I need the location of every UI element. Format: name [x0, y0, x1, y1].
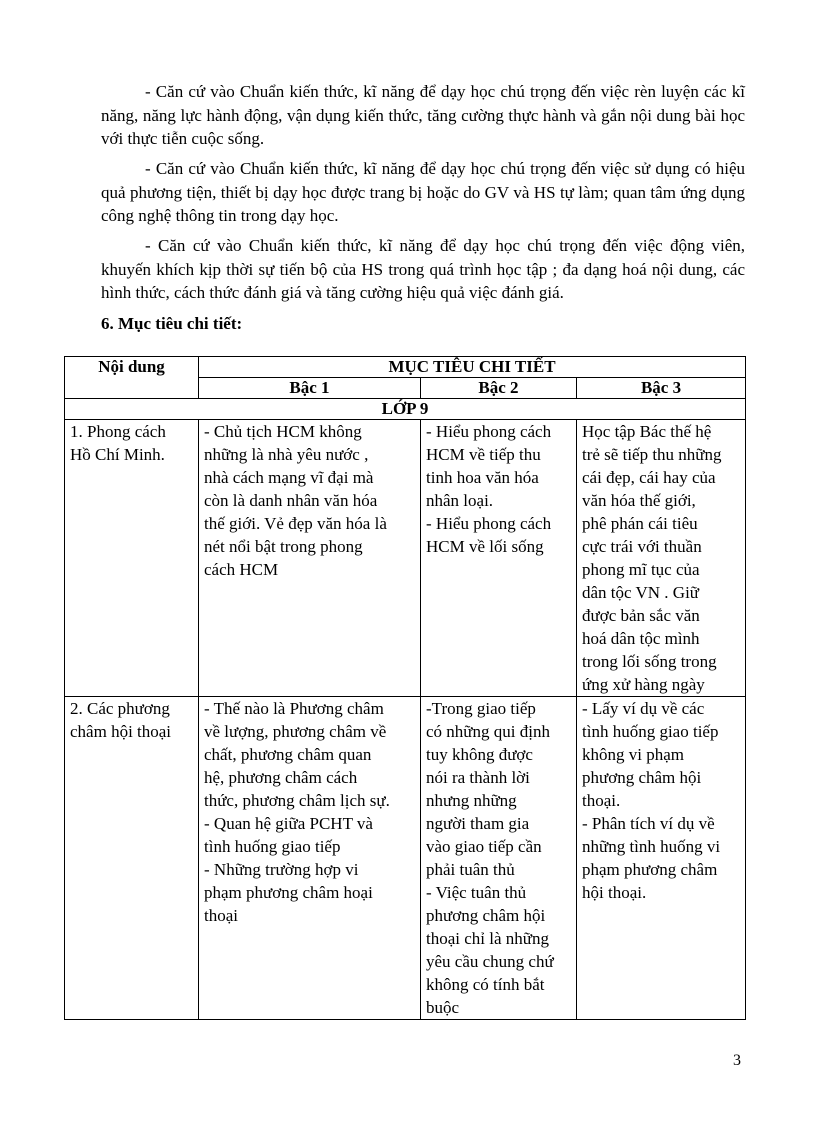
page-number: 3 [733, 1052, 741, 1069]
row1-topic: 1. Phong cách Hồ Chí Minh. [65, 420, 199, 697]
table-row [65, 420, 746, 697]
paragraph-2: - Căn cứ vào Chuẩn kiến thức, kĩ năng để dạy học chú trọng đến việc sử dụng có hiệu quả phương tiện, thiết bị dạy học được trang bị hoặc do GV và HS tự làm; quan tâm ứng dụng công nghệ thông tin trong dạy học. [101, 159, 745, 225]
header-goals: MỤC TIÊU CHI TIẾT [199, 357, 746, 378]
paragraph-3: - Căn cứ vào Chuẩn kiến thức, kĩ năng để dạy học chú trọng đến việc động viên, khuyến khích kịp thời sự tiến bộ của HS trong quá trình học tập ; đa dạng hoá nội dung, các hình thức, cách thức đánh giá và tăng cường hiệu quả việc đánh giá. [101, 236, 745, 302]
header-level-1: Bậc 1 [199, 378, 421, 399]
table-row [65, 697, 746, 1020]
grade-row: LỚP 9 [65, 399, 746, 420]
row2-topic: 2. Các phương châm hội thoại [65, 697, 199, 1020]
header-level-3: Bậc 3 [577, 378, 746, 399]
row1-level2: - Hiểu phong cách HCM về tiếp thu tinh hoa văn hóa nhân loại. - Hiểu phong cách HCM về lối sống [421, 420, 577, 697]
row2-level3: - Lấy ví dụ về các tình huống giao tiếp không vi phạm phương châm hội thoại. - Phân tích ví dụ về những tình huống vi phạm phương châm hội thoại. [577, 697, 746, 1020]
row2-level1: - Thế nào là Phương châm về lượng, phương châm về chất, phương châm quan hệ, phương châm cách thức, phương châm lịch sự. - Quan hệ giữa PCHT và tình huống giao tiếp - Những trường hợp vi phạm phương châm hoại thoại [199, 697, 421, 1020]
row1-level3: Học tập Bác thế hệ trẻ sẽ tiếp thu những cái đẹp, cái hay của văn hóa thế giới, phê phán cái tiêu cực trái với thuần phong mĩ tục của dân tộc VN . Giữ được bản sắc văn hoá dân tộc mình trong lối sống trong ứng xử hàng ngày [577, 420, 746, 697]
header-content: Nội dung [65, 357, 199, 399]
header-level-2: Bậc 2 [421, 378, 577, 399]
row1-level1: - Chủ tịch HCM không những là nhà yêu nước , nhà cách mạng vĩ đại mà còn là danh nhân văn hóa thế giới. Vẻ đẹp văn hóa là nét nổi bật trong phong cách HCM [199, 420, 421, 697]
detailed-goals-table [64, 356, 746, 1020]
row2-level2: -Trong giao tiếp có những qui định tuy không được nói ra thành lời nhưng những người tham gia vào giao tiếp cần phải tuân thủ - Việc tuân thủ phương châm hội thoại chỉ là những yêu cầu chung chứ không có tính bắt buộc [421, 697, 577, 1020]
paragraph-1: - Căn cứ vào Chuẩn kiến thức, kĩ năng để dạy học chú trọng đến việc rèn luyện các kĩ năng, năng lực hành động, vận dụng kiến thức, tăng cường thực hành và gắn nội dung bài học với thực tiễn cuộc sống. [101, 82, 745, 148]
section-heading: 6. Mục tiêu chi tiết: [101, 314, 243, 333]
